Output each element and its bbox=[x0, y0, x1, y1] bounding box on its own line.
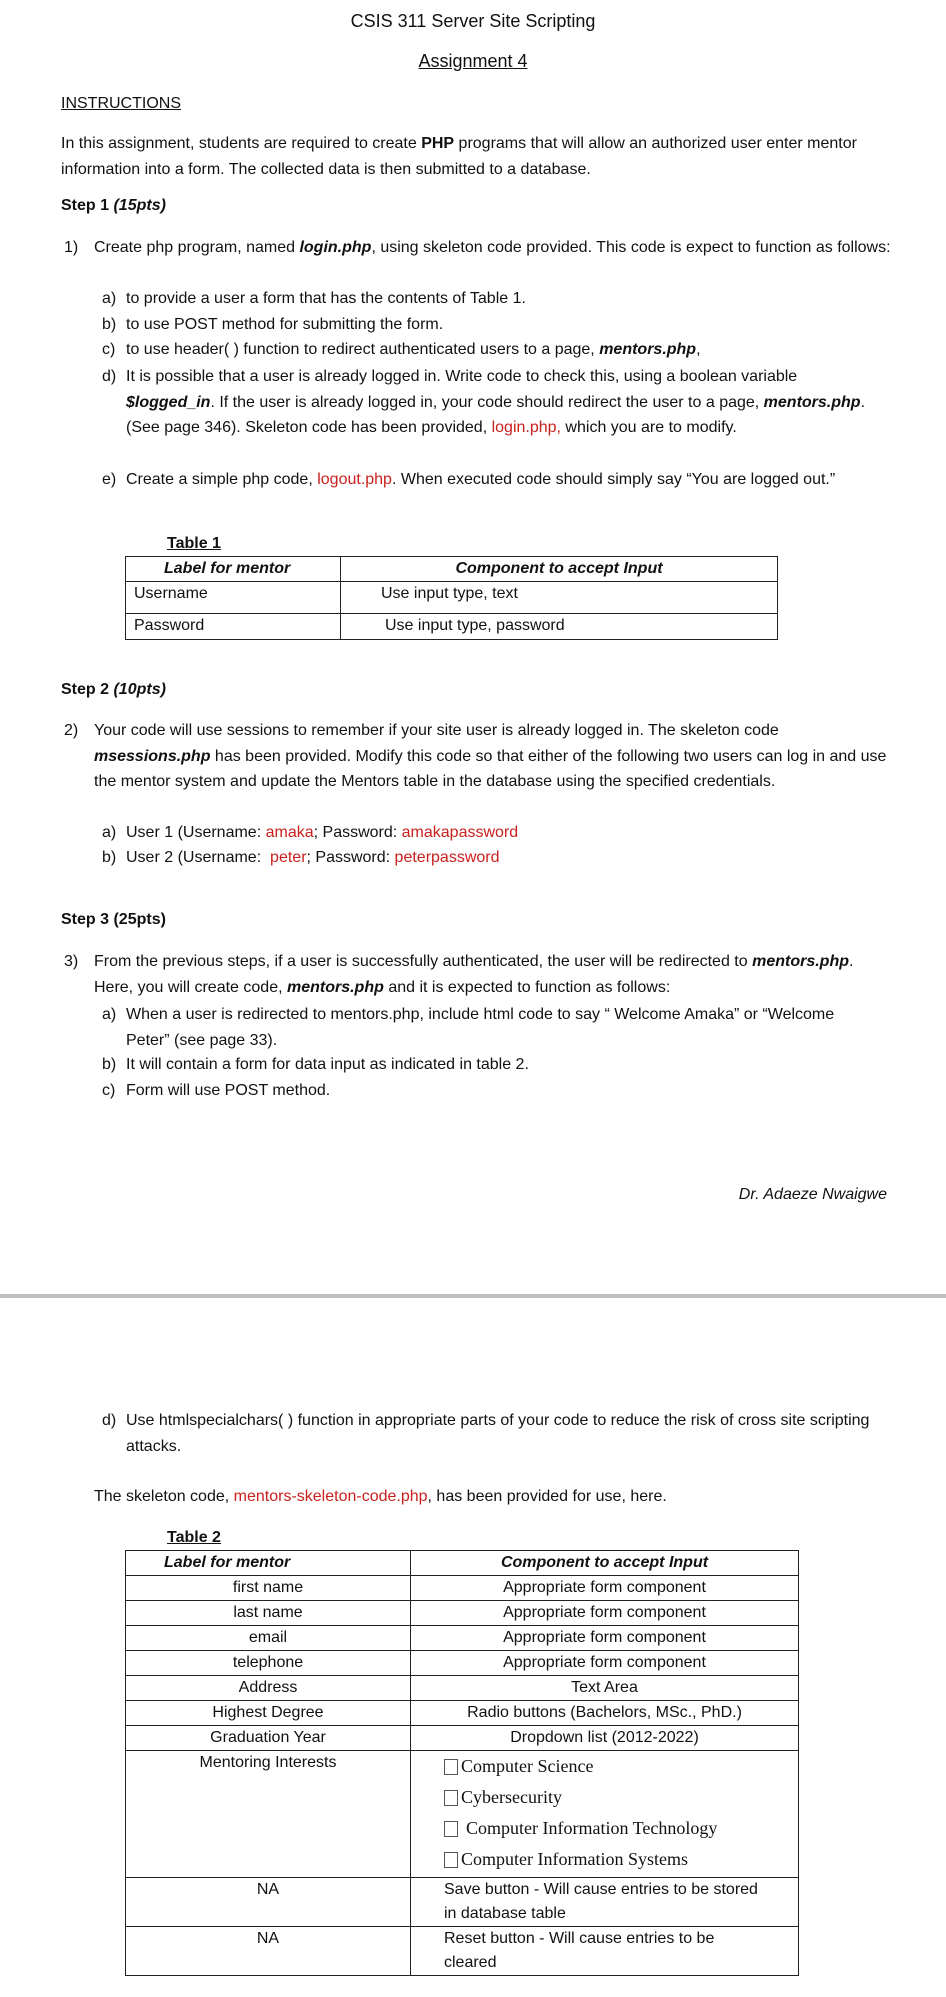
step1-sub-d bbox=[102, 364, 882, 441]
sub-letter: b) bbox=[102, 1056, 117, 1073]
text: Your code will use sessions to remember if your site user is already logged in. The skeleton code bbox=[94, 722, 779, 739]
sub-text: Use htmlspecialchars( ) function in appropriate parts of your code to reduce the risk of cross site scripting attacks. bbox=[126, 1412, 870, 1455]
sub-text: It is possible that a user is already logged in. Write code to check this, using a boolean variable bbox=[126, 368, 798, 385]
sub-text: Create a simple php code, bbox=[126, 471, 318, 488]
step2-sub-b bbox=[102, 845, 882, 871]
sub-letter: c) bbox=[102, 1082, 116, 1099]
sub-text: which you are to modify. bbox=[560, 419, 737, 436]
skeleton-code-link[interactable]: mentors-skeleton-code.php bbox=[233, 1488, 428, 1505]
intro-php: PHP bbox=[421, 135, 455, 152]
sub-text: , bbox=[696, 341, 701, 358]
table1-header-component: Component to accept Input bbox=[341, 557, 778, 582]
page-separator bbox=[0, 1294, 946, 1298]
filename-msessions: msessions.php bbox=[94, 747, 211, 765]
table1-caption: Table 1 bbox=[167, 535, 221, 552]
step1-sub-e bbox=[102, 467, 882, 493]
variable-logged-in: $logged_in bbox=[126, 393, 211, 411]
intro-text-2: programs that will allow an authorized user enter mentor information into a form. The collected data is then submitted to a database. bbox=[61, 135, 857, 178]
item-number: 2) bbox=[64, 722, 79, 739]
step2-item bbox=[64, 718, 894, 795]
table2-cell: Highest Degree bbox=[126, 1701, 411, 1726]
item-number: 3) bbox=[64, 953, 79, 970]
filename-mentors: mentors.php bbox=[286, 978, 384, 996]
checkbox-icon bbox=[444, 1790, 458, 1806]
table2-cell: Reset button - Will cause entries to be cleared bbox=[411, 1927, 799, 1976]
login-php-link[interactable]: login.php, bbox=[491, 419, 561, 436]
text: The skeleton code, bbox=[94, 1488, 234, 1505]
checkbox-icon bbox=[444, 1852, 458, 1868]
step3-sub-a bbox=[102, 1002, 882, 1053]
sub-text: It will contain a form for data input as indicated in table 2. bbox=[126, 1056, 529, 1073]
step3-sub-b bbox=[102, 1052, 882, 1078]
filename-mentors: mentors.php bbox=[599, 341, 697, 358]
table2-cell: Appropriate form component bbox=[411, 1601, 799, 1626]
sub-text: User 2 (Username: bbox=[126, 849, 271, 866]
sub-text: Form will use POST method. bbox=[126, 1082, 331, 1099]
text: , using skeleton code provided. This code is expect to function as follows: bbox=[371, 239, 891, 256]
author-signature: Dr. Adaeze Nwaigwe bbox=[738, 1186, 887, 1203]
table2 bbox=[125, 1550, 799, 1976]
text: From the previous steps, if a user is successfully authenticated, the user will be redirected to bbox=[94, 953, 753, 970]
interest-label: Computer Science bbox=[461, 1756, 594, 1776]
table2-cell: Dropdown list (2012-2022) bbox=[411, 1726, 799, 1751]
sub-text: to use header( ) function to redirect authenticated users to a page, bbox=[126, 341, 600, 358]
table2-cell: Mentoring Interests bbox=[126, 1751, 411, 1878]
sub-text: ; Password: bbox=[306, 849, 395, 866]
sub-text: . When executed code should simply say “You are logged out.” bbox=[391, 471, 836, 488]
interest-label: Computer Information Systems bbox=[461, 1849, 688, 1869]
table1-cell: Password bbox=[126, 614, 341, 640]
username-peter: peter bbox=[270, 849, 307, 866]
step1-sub-c bbox=[102, 337, 882, 363]
interest-option bbox=[444, 1751, 790, 1782]
step1-label: Step 1 bbox=[61, 197, 114, 214]
step3-sub-c bbox=[102, 1078, 882, 1104]
sub-text: ; Password: bbox=[313, 824, 402, 841]
interest-option bbox=[444, 1782, 790, 1813]
filename-login: login.php bbox=[299, 239, 372, 256]
username-amaka: amaka bbox=[265, 824, 314, 841]
sub-letter: a) bbox=[102, 1006, 117, 1023]
filename-mentors: mentors.php bbox=[752, 953, 849, 970]
password-peter: peterpassword bbox=[394, 849, 500, 866]
sub-letter: a) bbox=[102, 290, 117, 307]
text: and it is expected to function as follows: bbox=[383, 978, 671, 996]
sub-text: . If the user is already logged in, your code should redirect the user to a page, bbox=[210, 393, 764, 411]
step3-sub-d bbox=[102, 1408, 892, 1459]
step3-heading: Step 3 (25pts) bbox=[61, 911, 166, 928]
interest-label: Computer Information Technology bbox=[466, 1818, 718, 1838]
table2-cell: Save button - Will cause entries to be stored in database table bbox=[411, 1878, 799, 1927]
table2-header-label: Label for mentor bbox=[126, 1551, 411, 1576]
table2-cell: Appropriate form component bbox=[411, 1576, 799, 1601]
table1-header-label: Label for mentor bbox=[126, 557, 341, 582]
table1-cell: Username bbox=[126, 582, 341, 614]
sub-letter: a) bbox=[102, 824, 117, 841]
intro-text: In this assignment, students are required to create bbox=[61, 135, 422, 152]
table2-cell: email bbox=[126, 1626, 411, 1651]
table2-cell: first name bbox=[126, 1576, 411, 1601]
step2-sub-a bbox=[102, 820, 882, 846]
table2-caption: Table 2 bbox=[167, 1529, 221, 1546]
table2-cell: Appropriate form component bbox=[411, 1626, 799, 1651]
text: Create php program, named bbox=[94, 239, 300, 256]
sub-letter: e) bbox=[102, 471, 117, 488]
step1-heading bbox=[61, 193, 166, 219]
table2-cell: Address bbox=[126, 1676, 411, 1701]
step2-points: (10pts) bbox=[113, 681, 166, 698]
sub-text: User 1 (Username: bbox=[126, 824, 266, 841]
sub-letter: c) bbox=[102, 341, 116, 358]
sub-text: . (See page 346). Skeleton code has been provided, bbox=[126, 393, 866, 436]
intro-paragraph bbox=[61, 131, 861, 182]
sub-letter: d) bbox=[102, 368, 117, 385]
step1-points: (15pts) bbox=[113, 197, 166, 214]
sub-text: to use POST method for submitting the form. bbox=[126, 316, 444, 333]
table1-cell: Use input type, password bbox=[341, 614, 778, 640]
step2-label: Step 2 bbox=[61, 681, 114, 698]
checkbox-icon bbox=[444, 1759, 458, 1775]
step2-heading bbox=[61, 677, 166, 703]
checkbox-icon bbox=[444, 1821, 458, 1837]
text: has been provided. Modify this code so that either of the following two users can log in and use the mentor system and update the Mentors table in the database using the specified credentials. bbox=[94, 747, 887, 790]
step1-sub-a bbox=[102, 286, 882, 312]
sub-text: When a user is redirected to mentors.php, include html code to say “ Welcome Amaka” or “Welcome Peter” (see page 33). bbox=[126, 1006, 835, 1049]
table2-cell: NA bbox=[126, 1927, 411, 1976]
table2-cell: Appropriate form component bbox=[411, 1651, 799, 1676]
sub-letter: b) bbox=[102, 316, 117, 333]
step1-sub-b bbox=[102, 312, 882, 338]
table2-cell: Text Area bbox=[411, 1676, 799, 1701]
interest-label: Cybersecurity bbox=[461, 1787, 562, 1807]
sub-text: to provide a user a form that has the contents of Table 1. bbox=[126, 290, 526, 307]
item-number: 1) bbox=[64, 239, 79, 256]
instructions-heading: INSTRUCTIONS bbox=[61, 95, 181, 112]
document-title: CSIS 311 Server Site Scripting bbox=[350, 11, 596, 31]
assignment-title: Assignment 4 bbox=[418, 51, 528, 71]
logout-php-link[interactable]: logout.php bbox=[317, 471, 392, 488]
table2-cell: Graduation Year bbox=[126, 1726, 411, 1751]
text: , has been provided for use, here. bbox=[427, 1488, 667, 1505]
sub-letter: d) bbox=[102, 1412, 117, 1429]
sub-letter: b) bbox=[102, 849, 117, 866]
table2-cell: NA bbox=[126, 1878, 411, 1927]
table2-cell: telephone bbox=[126, 1651, 411, 1676]
table1-cell: Use input type, text bbox=[341, 582, 778, 614]
interest-option bbox=[444, 1844, 790, 1875]
table1 bbox=[125, 556, 778, 640]
mentoring-interests-cell bbox=[411, 1751, 799, 1878]
interest-option bbox=[444, 1813, 790, 1844]
text: . Here, you will create code, bbox=[94, 953, 854, 996]
table2-cell: last name bbox=[126, 1601, 411, 1626]
skeleton-note bbox=[94, 1484, 667, 1510]
table2-cell: Radio buttons (Bachelors, MSc., PhD.) bbox=[411, 1701, 799, 1726]
step1-item bbox=[64, 235, 894, 261]
step3-item bbox=[64, 949, 894, 1000]
filename-mentors: mentors.php bbox=[763, 393, 861, 411]
password-amaka: amakapassword bbox=[401, 824, 519, 841]
table2-header-component: Component to accept Input bbox=[411, 1551, 799, 1576]
